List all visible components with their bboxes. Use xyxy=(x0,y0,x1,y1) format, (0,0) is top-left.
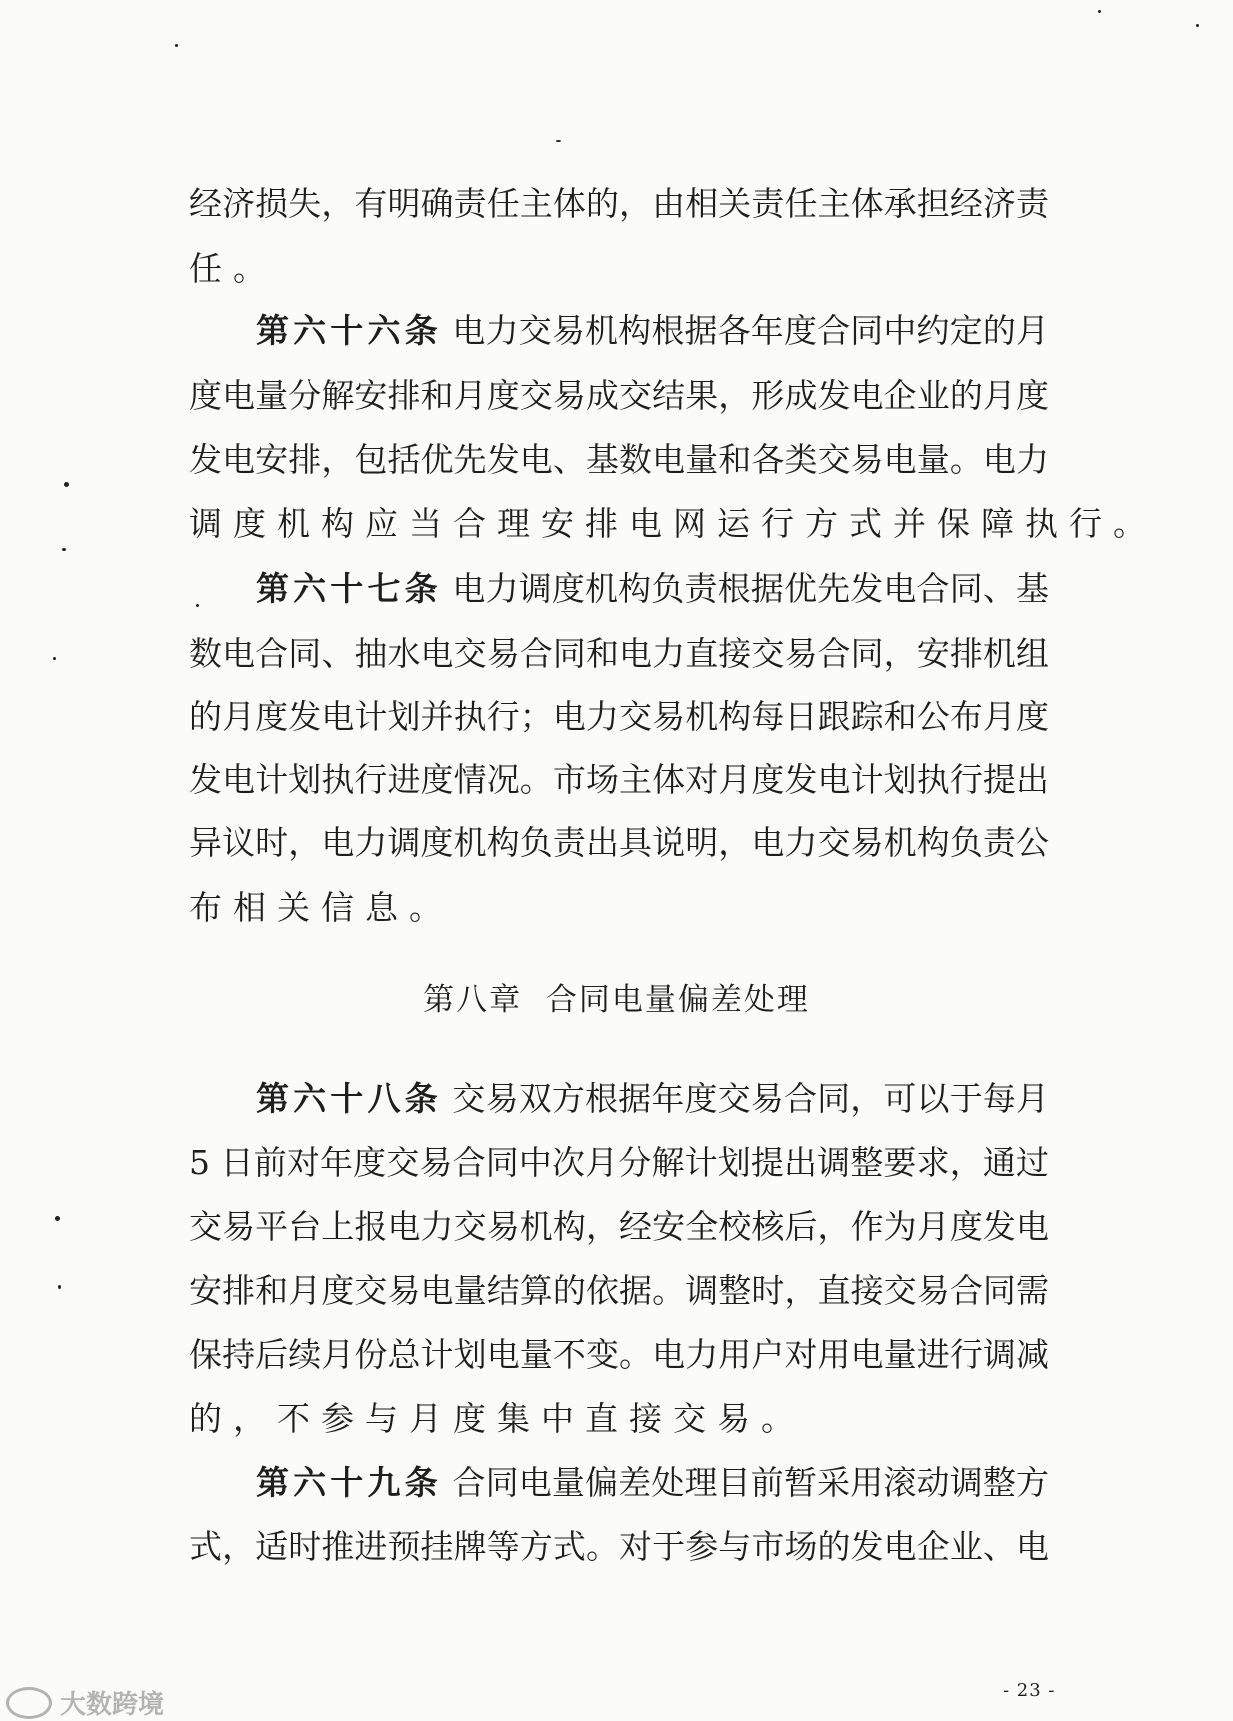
scan-speck xyxy=(64,482,69,487)
text-line: 安排和月度交易电量结算的依据。调整时，直接交易合同需 xyxy=(189,1271,1049,1310)
text-line: 交易平台上报电力交易机构，经安全校核后，作为月度发电 xyxy=(189,1207,1049,1246)
scan-speck xyxy=(62,548,66,551)
scan-speck xyxy=(556,140,561,142)
scan-speck xyxy=(196,604,199,607)
text-line: 的，不参与月度集中直接交易。 xyxy=(189,1399,805,1438)
chapter-heading: 第八章 合同电量偏差处理 xyxy=(423,982,810,1018)
article-69-line: 第六十九条 合同电量偏差处理目前暂采用滚动调整方 xyxy=(256,1463,1050,1502)
text-line: 发电计划执行进度情况。市场主体对月度发电计划执行提出 xyxy=(189,760,1049,799)
article-number: 第六十七条 xyxy=(256,569,442,608)
watermark-logo-icon xyxy=(6,1687,52,1719)
article-number: 第六十八条 xyxy=(256,1079,442,1118)
article-67-line: 第六十七条 电力调度机构负责根据优先发电合同、基 xyxy=(256,569,1050,608)
text-line: 式，适时推进预挂牌等方式。对于参与市场的发电企业、电 xyxy=(189,1527,1049,1566)
watermark-text: 大数跨境 xyxy=(60,1690,165,1720)
article-number: 第六十六条 xyxy=(256,311,442,350)
scan-speck xyxy=(175,44,178,47)
text-line: 调度机构应当合理安排电网运行方式并保障执行。 xyxy=(189,504,1157,543)
scan-speck xyxy=(1196,24,1199,27)
scan-speck xyxy=(58,1285,61,1289)
text-line: 任。 xyxy=(189,249,277,288)
scan-speck xyxy=(53,657,56,660)
text-line: 异议时，电力调度机构负责出具说明，电力交易机构负责公 xyxy=(189,823,1049,862)
text-line: 经济损失，有明确责任主体的，由相关责任主体承担经济责 xyxy=(189,184,1049,223)
article-66-line: 第六十六条 电力交易机构根据各年度合同中约定的月 xyxy=(256,311,1050,350)
text-line: 布相关信息。 xyxy=(189,888,453,927)
text-line: 5 日前对年度交易合同中次月分解计划提出调整要求，通过 xyxy=(189,1143,1049,1182)
text-line: 发电安排，包括优先发电、基数电量和各类交易电量。电力 xyxy=(189,440,1049,479)
page-number: - 23 - xyxy=(1003,1680,1056,1701)
text-line: 的月度发电计划并执行；电力交易机构每日跟踪和公布月度 xyxy=(189,697,1049,736)
scan-speck xyxy=(55,1216,60,1221)
article-68-line: 第六十八条 交易双方根据年度交易合同，可以于每月 xyxy=(256,1079,1050,1118)
text-line: 保持后续月份总计划电量不变。电力用户对用电量进行调减 xyxy=(189,1335,1049,1374)
text-line: 度电量分解安排和月度交易成交结果，形成发电企业的月度 xyxy=(189,376,1049,415)
watermark xyxy=(6,1684,164,1721)
text-line: 数电合同、抽水电交易合同和电力直接交易合同，安排机组 xyxy=(189,634,1049,673)
article-number: 第六十九条 xyxy=(256,1463,442,1502)
scan-speck xyxy=(1098,10,1101,13)
